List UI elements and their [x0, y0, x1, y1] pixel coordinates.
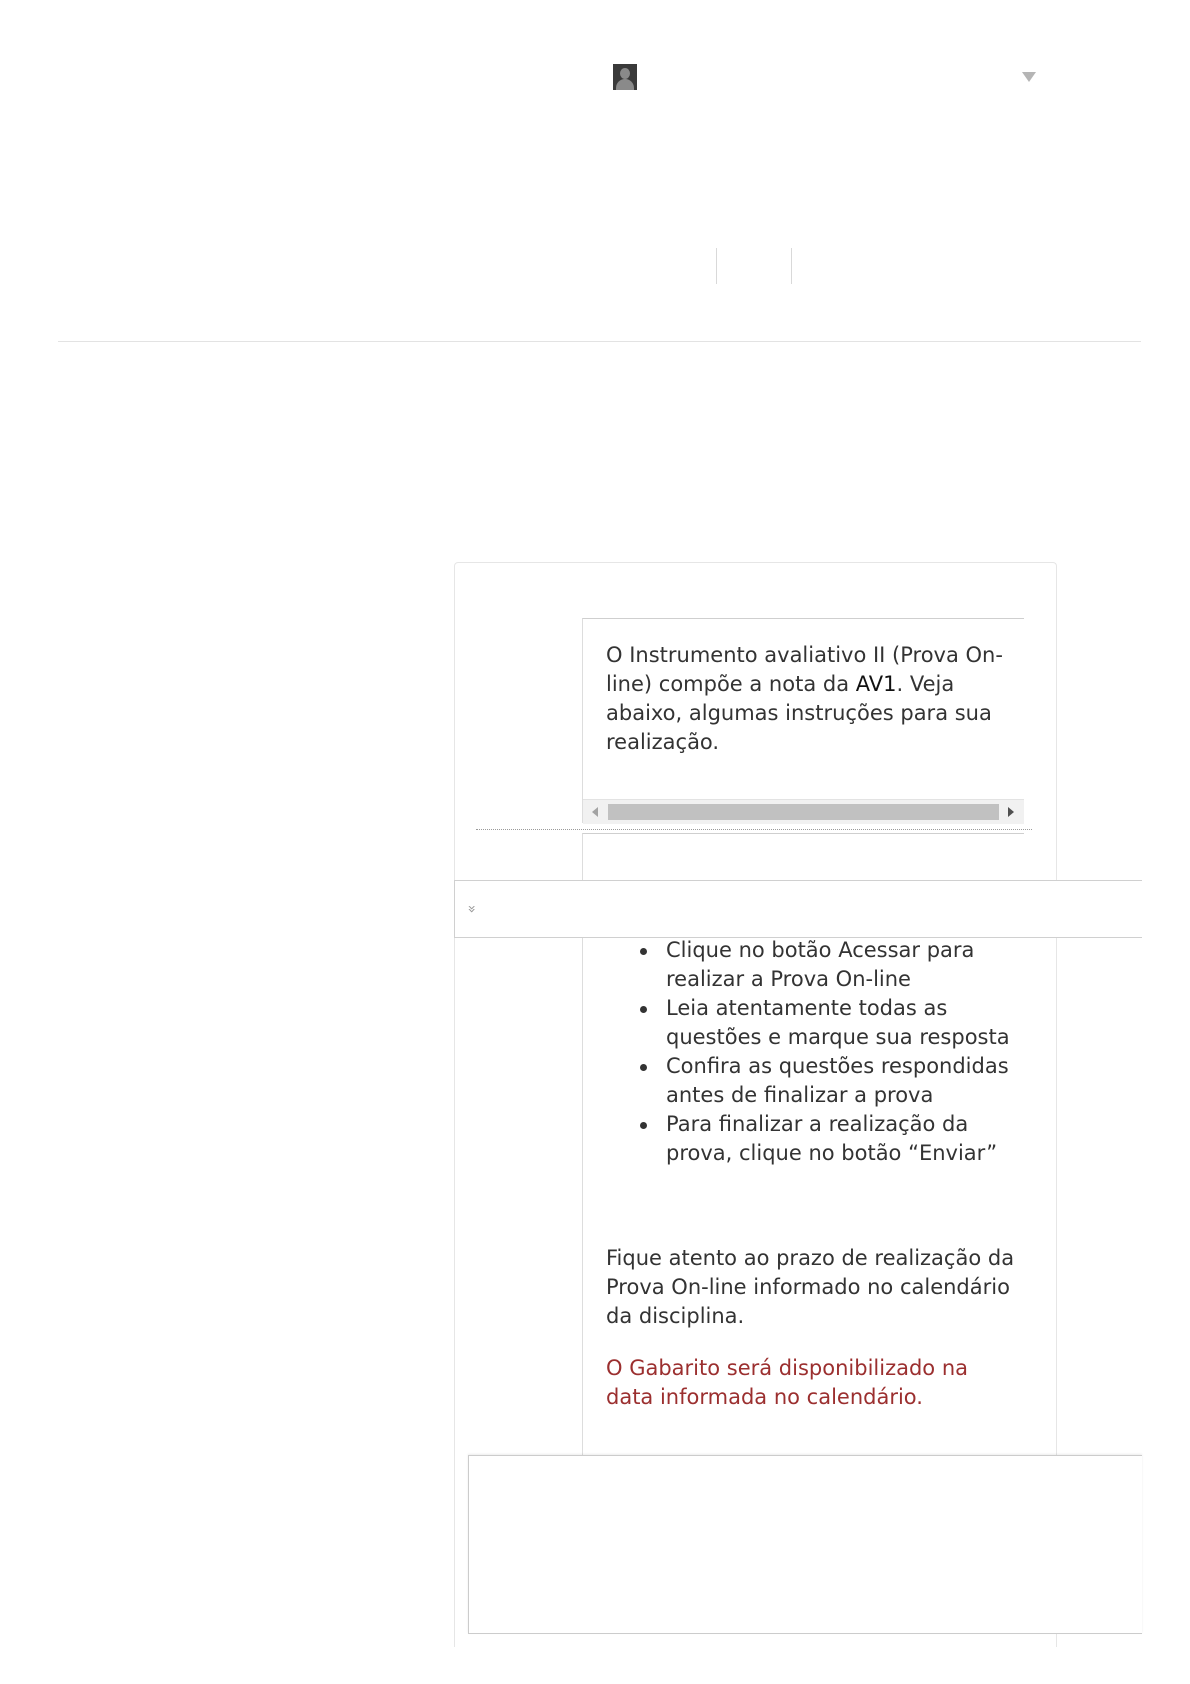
collapse-bar[interactable] [454, 880, 1142, 938]
double-chevron-down-icon[interactable]: » [463, 904, 480, 914]
list-item: Para finalizar a realização da prova, clique no botão “Enviar” [666, 1110, 1016, 1168]
intro-scroll-box[interactable] [582, 618, 1024, 823]
caret-down-icon[interactable] [1022, 72, 1036, 82]
nav-divider [716, 248, 717, 284]
scroll-right-icon[interactable] [1008, 807, 1014, 817]
header-divider [58, 341, 1141, 342]
list-item: Confira as questões respondidas antes de finalizar a prova [666, 1052, 1016, 1110]
answer-key-notice: O Gabarito será disponibilizado na data informada no calendário. [606, 1356, 968, 1409]
nav-divider [791, 248, 792, 284]
horizontal-scrollbar[interactable] [583, 799, 1024, 824]
scroll-left-icon[interactable] [592, 807, 598, 817]
list-item: Leia atentamente todas as questões e marque sua resposta [666, 994, 1016, 1052]
deadline-notice: Fique atento ao prazo de realização da Prova On-line informado no calendário da disciplina. [606, 1246, 1015, 1328]
scrollbar-thumb[interactable] [608, 804, 999, 820]
intro-text: O Instrumento avaliativo II (Prova On-line) compõe a nota da AV1. Veja abaixo, algumas instruções para sua realização. [606, 643, 1003, 754]
section-divider [476, 829, 1032, 830]
av1-emphasis: AV1 [855, 672, 897, 696]
embedded-frame[interactable] [468, 1455, 1142, 1634]
list-item: Clique no botão Acessar para realizar a Prova On-line [666, 936, 1016, 994]
instructions-list [606, 936, 1016, 1168]
user-avatar-icon[interactable] [613, 64, 637, 90]
